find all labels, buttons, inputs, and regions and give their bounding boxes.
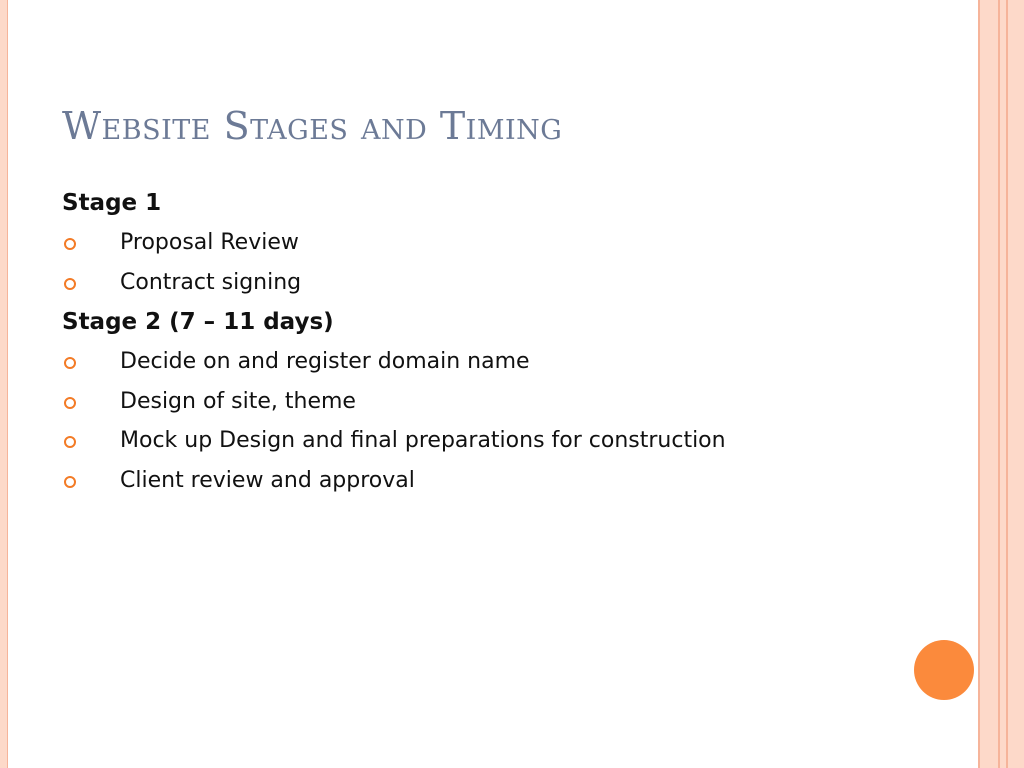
bullet-text: Mock up Design and final preparations for construction: [120, 428, 726, 453]
bullet-text: Client review and approval: [120, 467, 415, 493]
bullet-text: Contract signing: [120, 269, 302, 295]
bullet-item: [62, 423, 922, 463]
bullet-item: [62, 384, 922, 424]
accent-circle: [914, 640, 974, 700]
left-border-stripe: [0, 0, 8, 768]
bullet-text: Decide on and register domain name: [120, 349, 530, 374]
stage-heading: Stage 1: [62, 190, 162, 216]
bullet-item: [62, 344, 922, 384]
bullet-text: Proposal Review: [120, 230, 299, 255]
right-decorative-stripes: [978, 0, 1024, 768]
bullet-circle-icon: [64, 278, 76, 290]
bullet-circle-icon: [64, 357, 76, 369]
stage-heading: Stage 2 (7 – 11 days): [62, 309, 334, 335]
bullet-circle-icon: [64, 436, 76, 448]
bullet-item: [62, 225, 922, 265]
bullet-item: [62, 463, 922, 503]
bullet-circle-icon: [64, 476, 76, 488]
slide-title: Website Stages and Timing: [62, 104, 563, 148]
stripe: [980, 0, 998, 768]
bullet-item: [62, 265, 922, 305]
stripe: [1008, 0, 1024, 768]
bullet-text: Design of site, theme: [120, 388, 356, 414]
bullet-circle-icon: [64, 397, 76, 409]
bullet-circle-icon: [64, 238, 76, 250]
slide-content: [62, 185, 922, 502]
